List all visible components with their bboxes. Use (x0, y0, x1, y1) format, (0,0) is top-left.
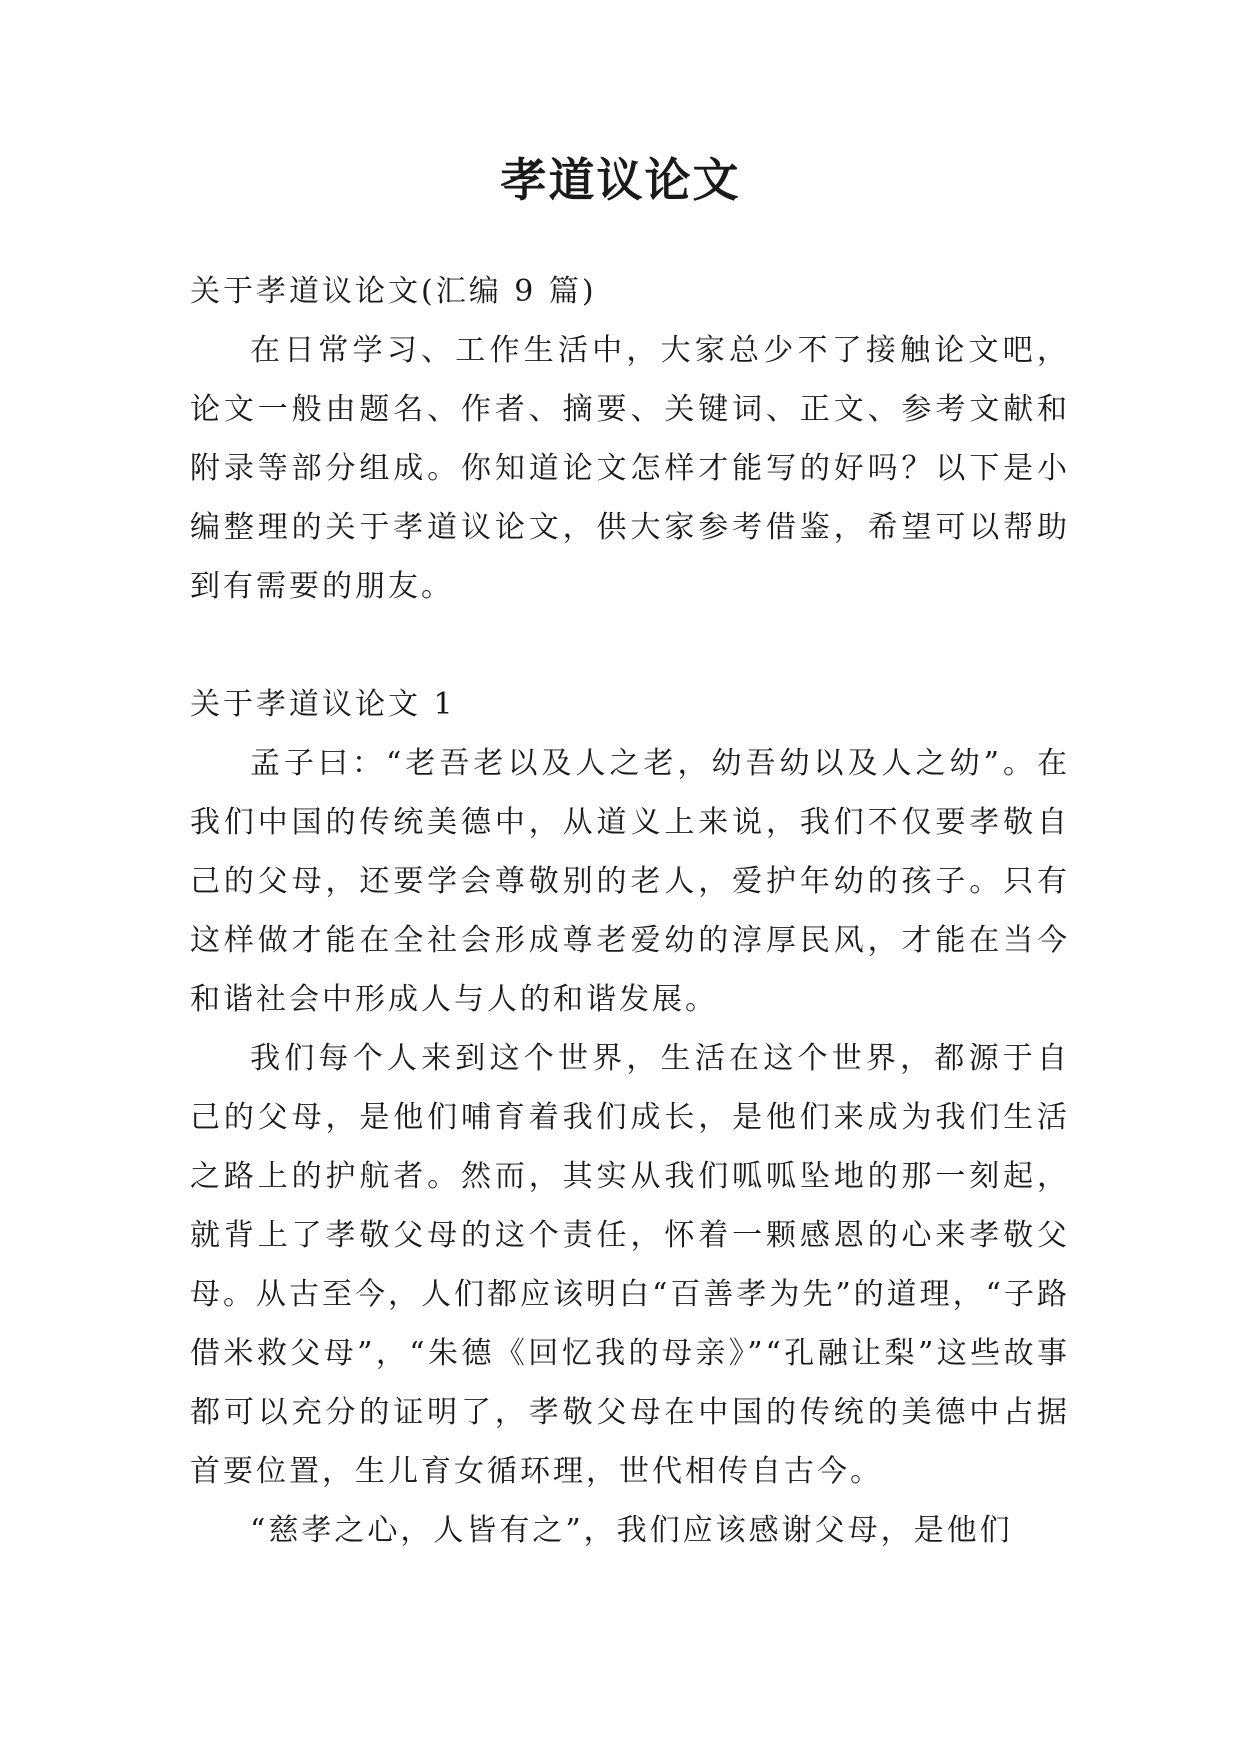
body-paragraph: 孟子曰：“老吾老以及人之老，幼吾幼以及人之幼”。在我们中国的传统美德中，从道义上来说，我们不仅要孝敬自己的父母，还要学会尊敬别的老人，爱护年幼的孩子。只有这样做才能在全社会形成尊老爱幼的淳厚民风，才能在当今和谐社会中形成人与人的和谐发展。 (190, 746, 1070, 1017)
section-spacer (190, 616, 1070, 675)
document-title: 孝道议论文 (500, 153, 741, 207)
intro-paragraph: 在日常学习、工作生活中，大家总少不了接触论文吧，论文一般由题名、作者、摘要、关键词、正文、参考文献和附录等部分组成。你知道论文怎样才能写的好吗？以下是小编整理的关于孝道议论文，供大家参考借鉴，希望可以帮助到有需要的朋友。 (190, 333, 1070, 604)
document-body (190, 262, 1070, 1560)
intro-heading: 关于孝道议论文(汇编 9 篇) (190, 274, 597, 309)
body-paragraph: “慈孝之心，人皆有之”，我们应该感谢父母，是他们 (250, 1513, 1013, 1548)
section-heading: 关于孝道议论文 1 (190, 687, 456, 722)
body-paragraph: 我们每个人来到这个世界，生活在这个世界，都源于自己的父母，是他们哺育着我们成长，是他们来成为我们生活之路上的护航者。然而，其实从我们呱呱坠地的那一刻起，就背上了孝敬父母的这个责任，怀着一颗感恩的心来孝敬父母。从古至今，人们都应该明白“百善孝为先”的道理，“子路借米救父母”，“朱德《回忆我的母亲》”“孔融让梨”这些故事都可以充分的证明了，孝敬父母在中国的传统的美德中占据首要位置，生儿育女循环理，世代相传自古今。 (190, 1041, 1071, 1489)
